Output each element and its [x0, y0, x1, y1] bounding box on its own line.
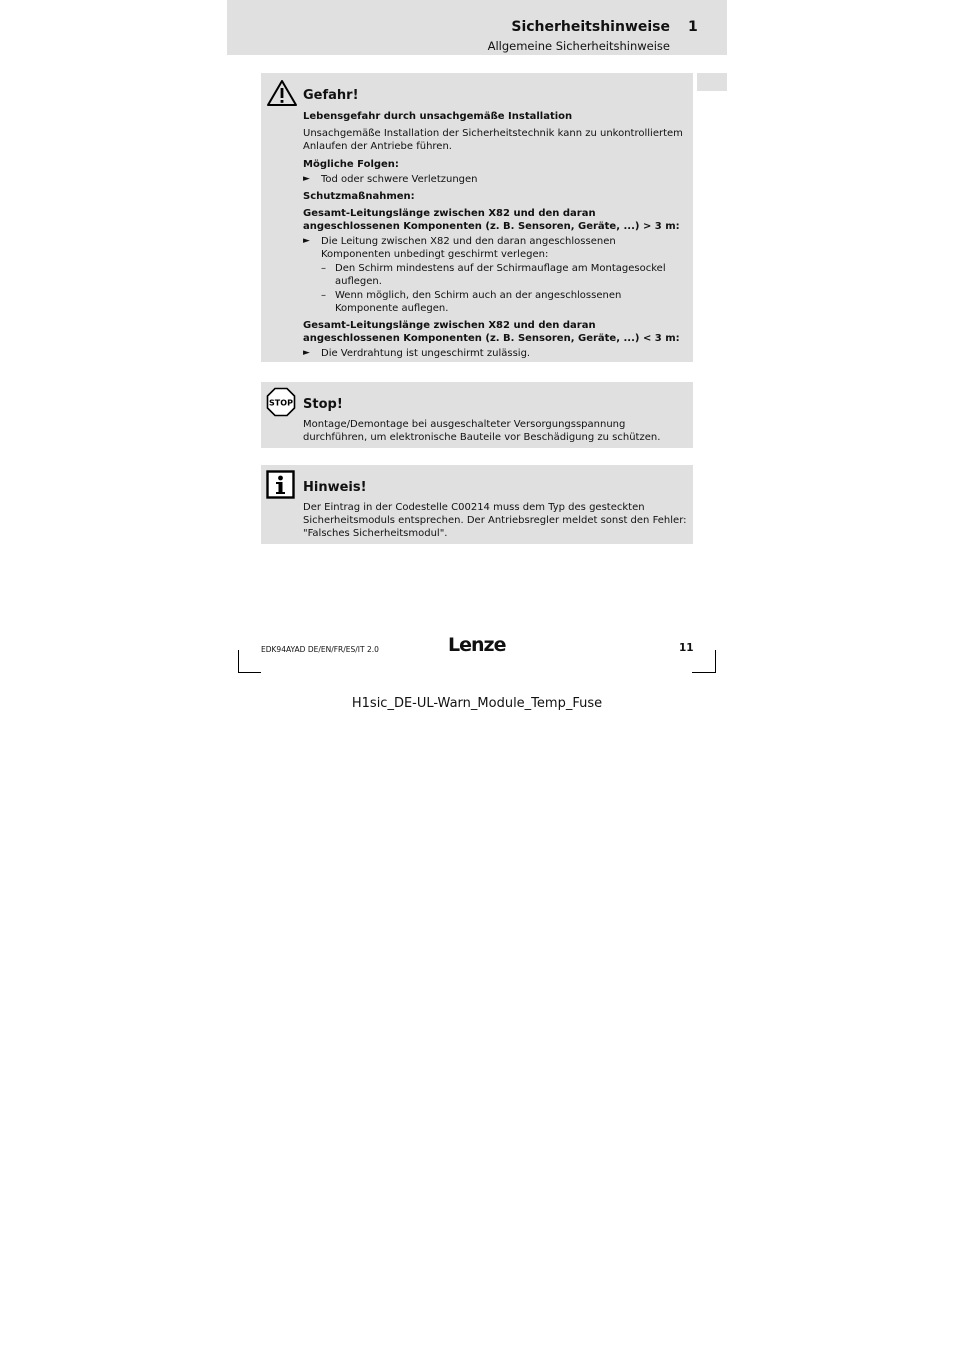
- gt-sub1: Den Schirm mindestens auf der Schirmauflage am Montagesockel auflegen.: [335, 263, 666, 287]
- file-caption: H1sic_DE-UL-Warn_Module_Temp_Fuse: [351, 696, 603, 711]
- crop-mark-left: [238, 672, 261, 673]
- note-box: [261, 465, 693, 544]
- note-content: [303, 480, 687, 540]
- list-item: [303, 235, 687, 261]
- lenze-logo: Lenze: [448, 634, 506, 656]
- bullet-icon: ►: [303, 174, 310, 184]
- danger-subtitle: Lebensgefahr durch unsachgemäße Installation: [303, 111, 573, 122]
- condition-lt: Gesamt-Leitungslänge zwischen X82 und den daran angeschlossenen Komponenten (z. B. Sensoren, Geräte, ...) < 3 m:: [303, 320, 680, 344]
- chapter-number: 1: [688, 19, 698, 35]
- danger-title: Gefahr!: [303, 88, 359, 103]
- list-item: [321, 289, 687, 315]
- stop-title: Stop!: [303, 397, 343, 412]
- page-number: 11: [679, 642, 694, 654]
- list-item: [303, 173, 687, 186]
- stop-content: [303, 397, 687, 444]
- section-title: Allgemeine Sicherheitshinweise: [487, 39, 670, 53]
- note-text: Der Eintrag in der Codestelle C00214 muss dem Typ des gesteckten Sicherheitsmoduls entsprechen. Der Antriebsregler meldet sonst den Fehler: "Falsches Sicherheitsmodul".: [303, 502, 687, 539]
- note-title: Hinweis!: [303, 480, 367, 495]
- info-icon: [266, 470, 295, 499]
- crop-mark-right: [692, 672, 716, 673]
- bullet-icon: ►: [303, 236, 310, 246]
- gt-item: Die Leitung zwischen X82 und den daran angeschlossenen Komponenten unbedingt geschirmt verlegen:: [321, 236, 616, 260]
- condition-gt: Gesamt-Leitungslänge zwischen X82 und den daran angeschlossenen Komponenten (z. B. Sensoren, Geräte, ...) > 3 m:: [303, 208, 680, 232]
- crop-mark-left: [238, 650, 239, 672]
- list-item: [321, 262, 687, 288]
- bullet-icon: ►: [303, 348, 310, 358]
- gt-sub2: Wenn möglich, den Schirm auch an der angeschlossenen Komponente auflegen.: [335, 290, 622, 314]
- danger-box: [261, 73, 693, 362]
- stop-sign-icon: [266, 387, 296, 417]
- crop-mark-right: [715, 650, 716, 672]
- stop-icon-text: STOP: [269, 398, 293, 408]
- warning-triangle-icon: [266, 79, 298, 107]
- chapter-title: Sicherheitshinweise: [511, 19, 670, 35]
- consequences-label: Mögliche Folgen:: [303, 159, 399, 170]
- dash-icon: –: [321, 263, 326, 274]
- lt-item: Die Verdrahtung ist ungeschirmt zulässig.: [321, 348, 531, 359]
- dash-icon: –: [321, 290, 326, 301]
- side-tab-marker: [697, 73, 727, 91]
- doc-code: EDK94AYAD DE/EN/FR/ES/IT 2.0: [261, 645, 379, 654]
- list-item: [303, 347, 687, 360]
- measures-label: Schutzmaßnahmen:: [303, 191, 415, 202]
- danger-content: [303, 88, 687, 360]
- danger-text: Unsachgemäße Installation der Sicherheitstechnik kann zu unkontrolliertem Anlaufen der Antriebe führen.: [303, 128, 683, 152]
- stop-box: [261, 382, 693, 448]
- stop-text: Montage/Demontage bei ausgeschalteter Versorgungsspannung durchführen, um elektronische Bauteile vor Beschädigung zu schützen.: [303, 419, 661, 443]
- consequence-item: Tod oder schwere Verletzungen: [321, 174, 478, 185]
